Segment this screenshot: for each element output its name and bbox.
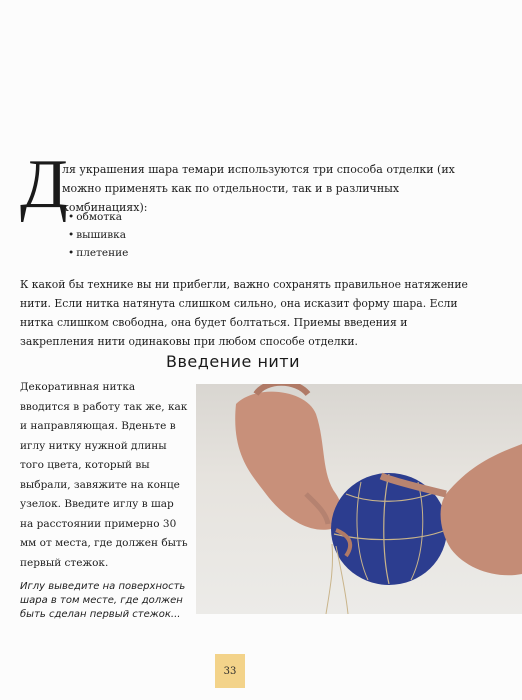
hands-temari-ball-photo [196,384,522,614]
page-number: 33 [215,654,245,688]
finishing-methods-list [68,208,128,262]
tension-paragraph: К какой бы технике вы ни прибегли, важно сохранять правильное натяжение нити. Если нитка натянута слишком сильно, она исказит форму шара. Если нитка слишком свободна, она будет болтаться. Приемы введения и закрепления нити одинаковы при любом способе отделки. [20,278,468,348]
intro-text: ля украшения шара темари используются три способа отделки (их можно применять как по отдельности, так и в различных комбинациях): [62,163,455,214]
drop-cap-letter: Д [20,146,68,223]
list-item: • плетение [68,244,128,262]
list-item: • обмотка [68,208,128,226]
photo-caption: Иглу выведите на поверхность шара в том месте, где должен быть сделан первый стежок... [20,581,186,620]
section-body-text: Декоративная нитка вводится в работу так же, как и направляющая. Вденьте в иглу нитку нужной длины того цвета, который вы выбрали, завяжите на конце узелок. Введите иглу в шар на расстоянии примерно 30 мм от места, где должен быть первый стежок. [20,381,188,569]
list-item: • вышивка [68,226,128,244]
section-heading: Введение нити [166,352,301,371]
